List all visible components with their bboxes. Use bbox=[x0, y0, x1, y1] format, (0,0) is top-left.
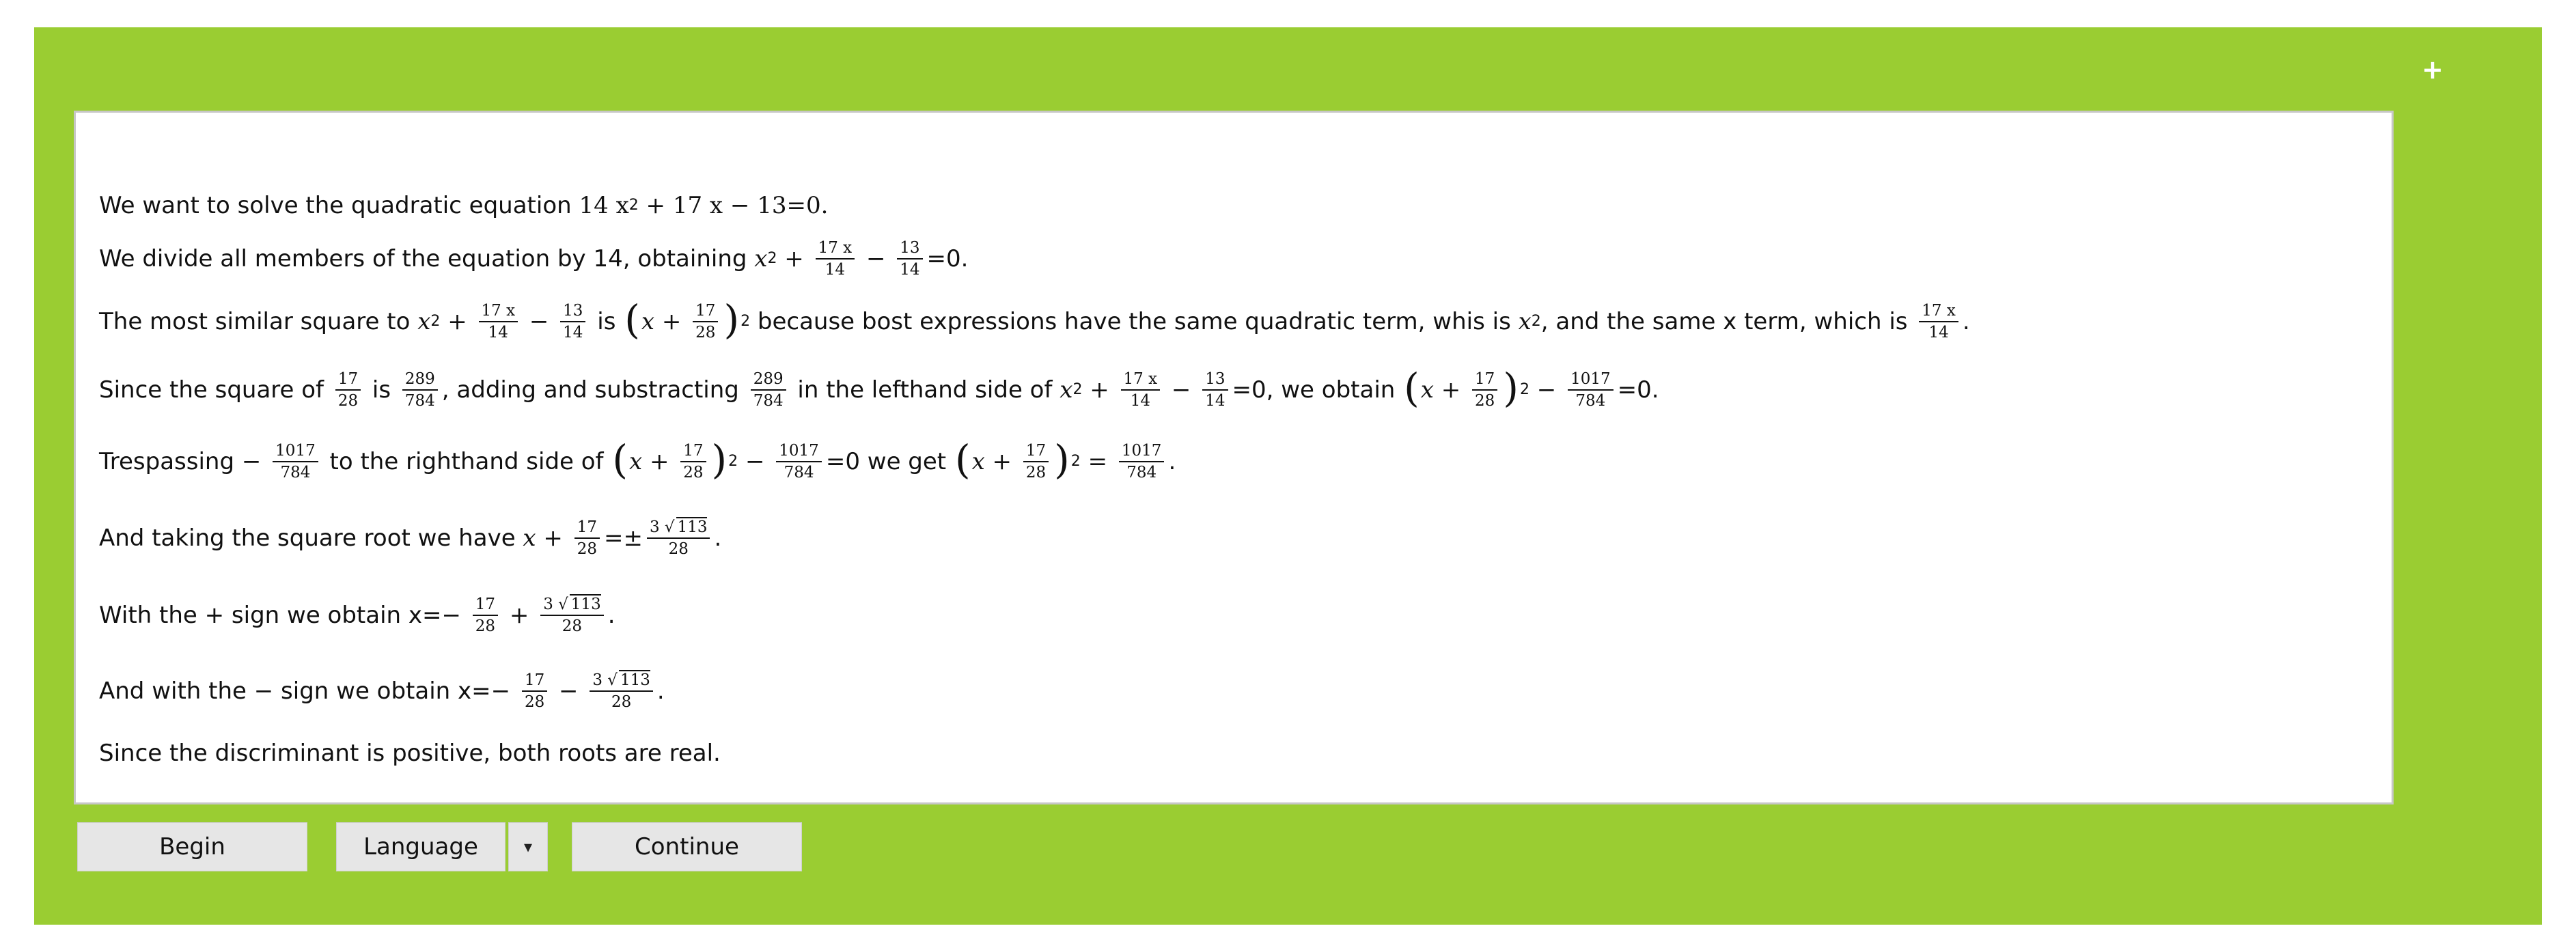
denominator: 14 bbox=[563, 324, 583, 341]
step-text: Since the discriminant is positive, both roots are real. bbox=[99, 740, 721, 767]
step-line-3: The most similar square to x 2 + $\frac{17 x}{14}$ − $\frac{13}{14}$ is ( x + $\frac{17}{28}$ ) 2 because bost expressions have the same quadratic term, whis is x 2 , and the same x term, which is $\frac{17 x}{14}$ . bbox=[99, 296, 1970, 343]
radicand: 113 bbox=[620, 671, 650, 689]
step-text: =0. bbox=[1617, 376, 1659, 404]
right-paren: ) bbox=[723, 296, 740, 343]
math-term: + 17 x − 13=0. bbox=[638, 192, 829, 219]
numerator: 1017 bbox=[776, 442, 822, 462]
denominator: 28 bbox=[1025, 464, 1047, 481]
denominator: 14 bbox=[1928, 324, 1949, 341]
fraction bbox=[897, 239, 922, 279]
step-line-2: We divide all members of the equation by 14, obtaining x 2 + $\frac{17 x}{14}$ − $\frac{13}{14}$ =0. bbox=[99, 238, 969, 279]
math-operator: − bbox=[551, 677, 586, 705]
step-text: . bbox=[1168, 448, 1176, 475]
denominator: 784 bbox=[784, 464, 814, 481]
denominator: 784 bbox=[1575, 392, 1606, 410]
fraction bbox=[473, 596, 498, 636]
denominator: 784 bbox=[404, 392, 435, 410]
step-line-8 bbox=[99, 654, 2392, 729]
denominator: 28 bbox=[475, 617, 496, 635]
step-text: =0, we obtain bbox=[1232, 376, 1403, 404]
fraction bbox=[574, 518, 600, 559]
step-text: is bbox=[365, 376, 398, 404]
fraction bbox=[1202, 370, 1228, 410]
denominator: 28 bbox=[562, 617, 583, 635]
numerator: 13 bbox=[897, 239, 922, 260]
denominator: 14 bbox=[825, 261, 845, 279]
fraction bbox=[680, 442, 706, 482]
numerator: 17 x bbox=[816, 239, 855, 260]
fraction bbox=[522, 671, 547, 712]
numerator: 17 bbox=[574, 518, 600, 539]
radicand: 113 bbox=[677, 518, 708, 536]
denominator: 28 bbox=[524, 693, 545, 711]
fraction bbox=[540, 596, 604, 636]
fraction bbox=[776, 442, 822, 482]
math-operator: + bbox=[440, 308, 475, 335]
step-text: , adding and substracting bbox=[441, 376, 747, 404]
math-operator: + bbox=[777, 245, 812, 272]
step-text: Trespassing bbox=[99, 448, 242, 475]
left-paren: ( bbox=[954, 436, 971, 483]
denominator: 28 bbox=[1475, 392, 1495, 410]
right-paren: ) bbox=[1054, 436, 1070, 483]
math-term: x + bbox=[1420, 376, 1469, 404]
math-operator: + bbox=[502, 602, 537, 629]
denominator: 28 bbox=[683, 464, 704, 481]
sqrt-coefficient: 3 √ bbox=[543, 595, 568, 613]
sqrt-coefficient: 3 √ bbox=[592, 671, 618, 689]
right-paren: ) bbox=[1503, 365, 1519, 411]
step-text: The most similar square to bbox=[99, 308, 418, 335]
step-text: . bbox=[714, 524, 722, 552]
step-text: in the lefthand side of bbox=[790, 376, 1060, 404]
math-operator: − bbox=[241, 448, 269, 475]
math-operator: =± bbox=[603, 524, 643, 552]
fraction bbox=[1568, 370, 1614, 410]
math-term: x + bbox=[641, 308, 689, 335]
step-text: to the righthand side of bbox=[322, 448, 611, 475]
fraction bbox=[1472, 370, 1497, 410]
denominator: 28 bbox=[695, 324, 716, 341]
math-operator: − bbox=[1529, 376, 1564, 404]
math-operator: − bbox=[738, 448, 773, 475]
numerator bbox=[647, 518, 710, 539]
step-text: , and the same x term, which is bbox=[1540, 308, 1915, 335]
step-text: And taking the square root we have bbox=[99, 524, 523, 552]
step-line-5: Trespassing − $\frac{1017}{784}$ to the righthand side of ( x + $\frac{17}{28}$ ) 2 − $\frac{1017}{784}$ =0 we get ( x + $\frac{17}{28}$ ) 2 = $\frac{1017}{784}$ . bbox=[99, 436, 1176, 483]
numerator bbox=[590, 671, 653, 692]
fraction bbox=[647, 518, 710, 559]
fraction bbox=[751, 370, 786, 410]
numerator: 17 bbox=[680, 442, 706, 462]
step-line-4: Since the square of $\frac{17}{28}$ is $\frac{289}{784}$ , adding and substracting $\frac{289}{784}$ in the lefthand side of x 2 + $\frac{17 x}{14}$ − $\frac{13}{14}$ =0, we obtain ( x + $\frac{17}{28}$ ) 2 − $\frac{1017}{784}$ =0. bbox=[99, 365, 1659, 411]
chevron-down-icon[interactable]: ▾ bbox=[508, 822, 548, 871]
denominator: 28 bbox=[337, 392, 359, 410]
math-term: x + bbox=[523, 524, 570, 552]
plus-icon[interactable]: + bbox=[2422, 55, 2443, 85]
denominator: 28 bbox=[611, 693, 632, 711]
math-variable: x bbox=[1518, 308, 1532, 335]
denominator: 28 bbox=[577, 540, 597, 558]
step-text: . bbox=[1962, 308, 1970, 335]
step-text: . bbox=[607, 602, 615, 629]
fraction bbox=[335, 370, 361, 410]
numerator: 289 bbox=[751, 370, 786, 391]
denominator: 14 bbox=[1205, 392, 1225, 410]
sqrt-coefficient: 3 √ bbox=[649, 518, 675, 536]
denominator: 14 bbox=[900, 261, 920, 279]
begin-button[interactable]: Begin bbox=[77, 822, 307, 871]
fraction bbox=[1919, 302, 1958, 342]
math-operator: − bbox=[859, 245, 894, 272]
denominator: 784 bbox=[753, 392, 784, 410]
math-variable: x bbox=[417, 308, 431, 335]
step-line-1: We want to solve the quadratic equation 14 x 2 + 17 x − 13=0. bbox=[99, 192, 829, 219]
fraction bbox=[402, 370, 438, 410]
step-line-6 bbox=[99, 499, 2392, 577]
numerator: 13 bbox=[560, 302, 585, 322]
denominator: 784 bbox=[1126, 464, 1157, 481]
step-text: because bost expressions have the same quadratic term, whis is bbox=[750, 308, 1519, 335]
step-text: Since the square of bbox=[99, 376, 331, 404]
numerator: 17 bbox=[335, 370, 361, 391]
fraction bbox=[1121, 370, 1161, 410]
math-variable: x bbox=[754, 245, 768, 272]
numerator: 17 x bbox=[1121, 370, 1161, 391]
step-line-7 bbox=[99, 577, 2392, 654]
step-line-9 bbox=[99, 729, 2392, 778]
step-text: =0 we get bbox=[825, 448, 954, 475]
fraction bbox=[693, 302, 718, 342]
math-operator: − bbox=[490, 677, 518, 705]
denominator: 14 bbox=[1130, 392, 1150, 410]
math-variable: x bbox=[1060, 376, 1073, 404]
numerator: 1017 bbox=[273, 442, 318, 462]
numerator: 1017 bbox=[1119, 442, 1165, 462]
denominator: 14 bbox=[488, 324, 508, 341]
math-operator: = bbox=[1080, 448, 1115, 475]
numerator: 1017 bbox=[1568, 370, 1614, 391]
denominator: 28 bbox=[668, 540, 689, 558]
math-term: x + bbox=[628, 448, 677, 475]
math-operator: + bbox=[1082, 376, 1117, 404]
fraction bbox=[1119, 442, 1165, 482]
step-text: We want to solve the quadratic equation bbox=[99, 192, 579, 219]
left-paren: ( bbox=[612, 436, 628, 483]
math-operator: − bbox=[441, 602, 469, 629]
math-term: 14 x bbox=[579, 192, 629, 219]
numerator: 17 bbox=[522, 671, 547, 692]
numerator: 17 x bbox=[1919, 302, 1958, 322]
fraction bbox=[590, 671, 653, 712]
numerator: 289 bbox=[402, 370, 438, 391]
math-operator: − bbox=[1164, 376, 1199, 404]
math-operator: − bbox=[522, 308, 557, 335]
denominator: 784 bbox=[280, 464, 311, 481]
step-text: We divide all members of the equation by 14, obtaining bbox=[99, 245, 755, 272]
left-paren: ( bbox=[1404, 365, 1419, 411]
solution-panel bbox=[74, 111, 2394, 804]
numerator: 17 bbox=[693, 302, 718, 322]
step-text: And with the − sign we obtain x= bbox=[99, 677, 491, 705]
numerator: 17 x bbox=[479, 302, 518, 322]
language-select-label[interactable]: Language bbox=[336, 822, 505, 871]
app-frame bbox=[34, 27, 2542, 925]
numerator: 17 bbox=[1023, 442, 1049, 462]
step-text: is bbox=[590, 308, 624, 335]
continue-button[interactable]: Continue bbox=[572, 822, 802, 871]
fraction bbox=[1023, 442, 1049, 482]
fraction bbox=[479, 302, 518, 342]
fraction bbox=[273, 442, 318, 482]
numerator: 13 bbox=[1202, 370, 1228, 391]
numerator: 17 bbox=[473, 596, 498, 616]
math-term: x + bbox=[971, 448, 1019, 475]
numerator bbox=[540, 596, 604, 616]
numerator: 17 bbox=[1472, 370, 1497, 391]
step-text: =0. bbox=[926, 245, 969, 272]
step-text: With the + sign we obtain x= bbox=[99, 602, 442, 629]
step-text: . bbox=[656, 677, 665, 705]
fraction bbox=[816, 239, 855, 279]
language-select[interactable] bbox=[336, 822, 548, 871]
right-paren: ) bbox=[711, 436, 728, 483]
left-paren: ( bbox=[624, 296, 640, 343]
radicand: 113 bbox=[570, 595, 601, 613]
fraction bbox=[560, 302, 585, 342]
